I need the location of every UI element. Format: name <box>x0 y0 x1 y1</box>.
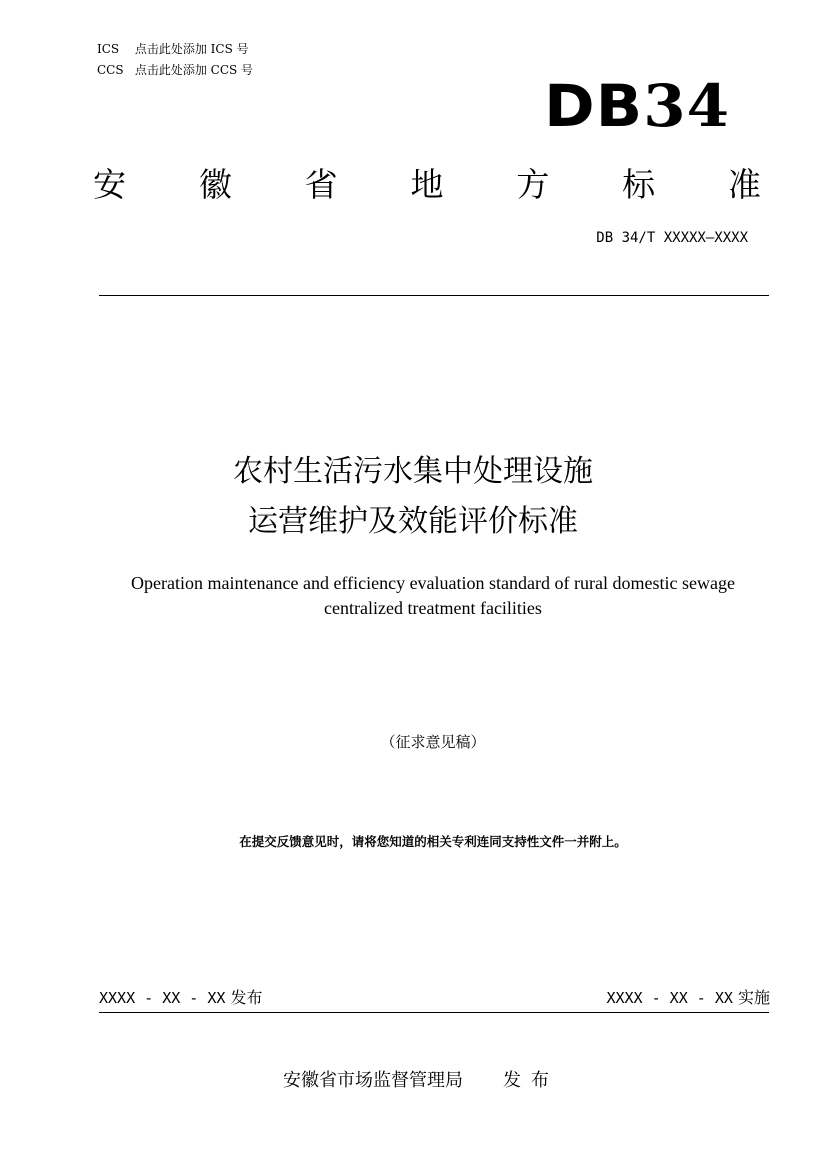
standard-type-char: 准 <box>727 164 761 204</box>
bottom-divider <box>99 1012 769 1013</box>
publisher-line <box>283 1068 559 1094</box>
title-cn-line2: 运营维护及效能评价标准 <box>248 504 578 539</box>
ics-label: ICS <box>97 42 120 56</box>
ics-line <box>97 39 249 59</box>
standard-type-char: 标 <box>622 164 656 204</box>
standard-type-char: 方 <box>516 164 550 204</box>
implement-date-line <box>606 986 770 1010</box>
publisher-name: 安徽省市场监督管理局 <box>283 1070 463 1091</box>
publish-label: 发布 <box>230 988 263 1007</box>
title-en-line2: centralized treatment facilities <box>324 598 542 618</box>
implement-date: XXXX - XX - XX <box>606 989 733 1007</box>
ccs-label: CCS <box>97 63 124 77</box>
ccs-placeholder[interactable]: 点击此处添加 CCS 号 <box>134 63 254 77</box>
standard-number: DB 34/T XXXXX—XXXX <box>596 230 748 246</box>
standard-type-char: 安 <box>93 164 126 204</box>
ics-placeholder[interactable]: 点击此处添加 ICS 号 <box>134 42 249 56</box>
feedback-note: 在提交反馈意见时，请将您知道的相关专利连同支持性文件一并附上。 <box>239 834 627 849</box>
standard-code-number: 34 <box>643 72 730 140</box>
implement-label: 实施 <box>737 988 770 1007</box>
standard-type-heading <box>93 154 761 210</box>
ccs-line <box>97 60 253 80</box>
title-en-line1: Operation maintenance and efficiency evaluation standard of rural domestic sewage <box>131 573 735 593</box>
publish-date-line <box>99 986 263 1010</box>
draft-note: （征求意见稿） <box>380 733 486 751</box>
publish-date: XXXX - XX - XX <box>99 989 226 1007</box>
top-divider <box>99 295 769 296</box>
title-cn-line1: 农村生活污水集中处理设施 <box>233 454 593 489</box>
publisher-action: 发布 <box>503 1070 559 1091</box>
standard-code-logo <box>544 66 730 146</box>
standard-type-char: 省 <box>304 164 338 204</box>
standard-type-char: 地 <box>410 164 444 204</box>
standard-code-letters: DB <box>544 72 644 140</box>
standard-type-char: 徽 <box>198 164 232 204</box>
